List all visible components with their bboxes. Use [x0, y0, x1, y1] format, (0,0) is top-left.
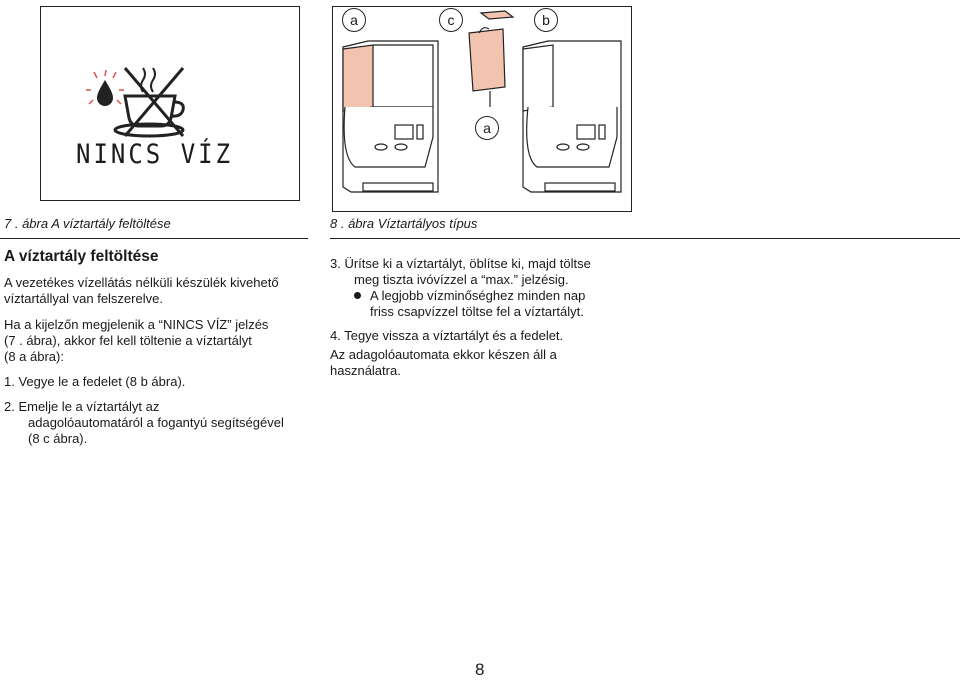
- bullet-line-1: A legjobb vízminőséghez minden nap: [370, 288, 586, 303]
- label-a-bottom: a: [475, 116, 499, 140]
- label-c: c: [439, 8, 463, 32]
- step-2-line-3: (8 c ábra).: [28, 431, 88, 446]
- final-line-1: Az adagolóautomata ekkor készen áll a: [330, 347, 557, 362]
- display-note-2: (7 . ábra), akkor fel kell töltenie a víztartályt: [4, 333, 252, 348]
- no-water-icon: [85, 62, 195, 142]
- rule-right: [330, 238, 960, 239]
- machines-illustration: [333, 7, 630, 210]
- display-text: NINCS VÍZ: [76, 138, 234, 170]
- figure-8-caption: 8 . ábra Víztartályos típus: [330, 216, 478, 231]
- display-note-1: Ha a kijelzőn megjelenik a “NINCS VÍZ” jelzés: [4, 317, 269, 332]
- step-4: 4. Tegye vissza a víztartályt és a fedelet.: [330, 328, 564, 343]
- page-number: 8: [475, 660, 485, 679]
- step-2-line-1: 2. Emelje le a víztartályt az: [4, 399, 160, 414]
- step-3-line-1: 3. Ürítse ki a víztartályt, öblítse ki, majd töltse: [330, 256, 591, 271]
- bullet-line-2: friss csapvízzel töltse fel a víztartályt.: [370, 304, 584, 319]
- rule-left: [0, 238, 308, 239]
- step-1: 1. Vegye le a fedelet (8 b ábra).: [4, 374, 186, 389]
- section-heading: A víztartály feltöltése: [4, 248, 159, 265]
- label-a-top: a: [342, 8, 366, 32]
- display-note-3: (8 a ábra):: [4, 349, 64, 364]
- step-2-line-2: adagolóautomatáról a fogantyú segítségével: [28, 415, 284, 430]
- label-b: b: [534, 8, 558, 32]
- final-line-2: használatra.: [330, 363, 401, 378]
- bullet-dot: [354, 292, 361, 299]
- figure-7-caption: 7 . ábra A víztartály feltöltése: [4, 216, 171, 231]
- intro-line-1: A vezetékes vízellátás nélküli készülék kivehető: [4, 275, 279, 290]
- step-3-line-2: meg tiszta ivóvízzel a “max.” jelzésig.: [354, 272, 569, 287]
- intro-line-2: víztartállyal van felszerelve.: [4, 291, 163, 306]
